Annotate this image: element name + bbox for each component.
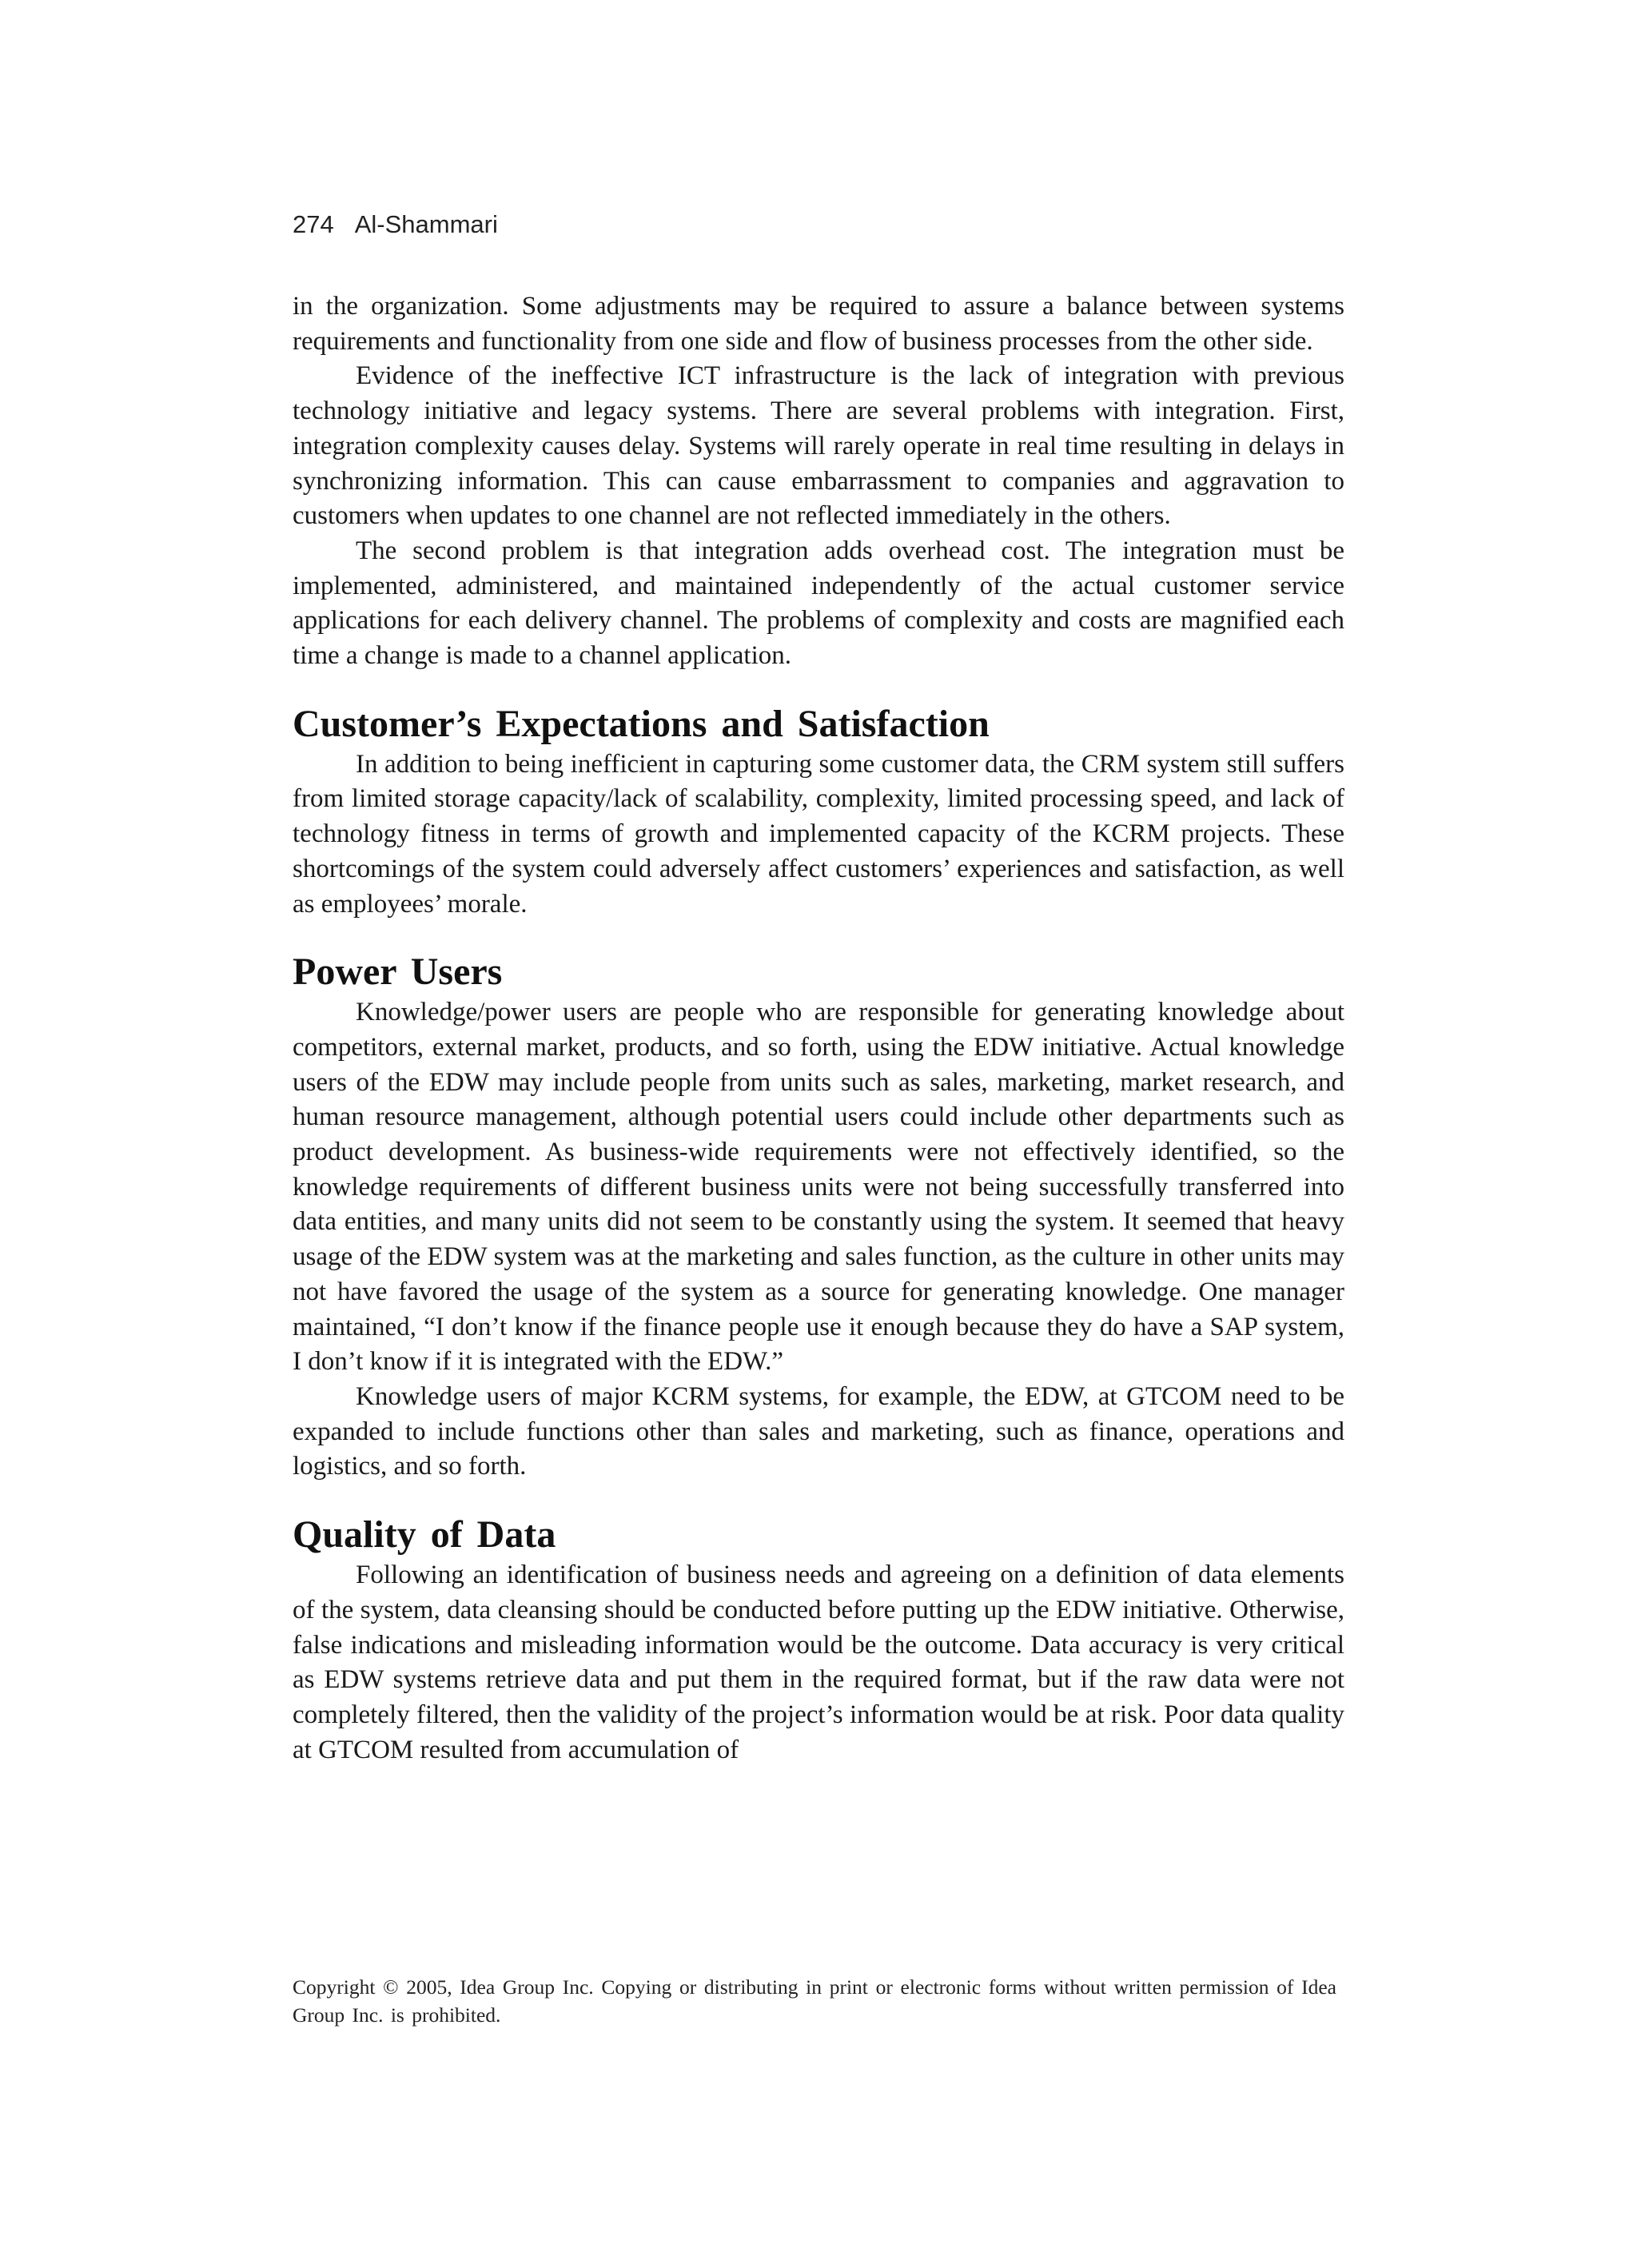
paragraph: Evidence of the ineffective ICT infrastructure is the lack of integration with previous technology initiative and legacy systems. There are several problems with integration. First, integration complexity causes delay. Systems will rarely operate in real time resulting in delays in synchronizing information. This can cause embarrassment to companies and aggravation to customers when updates to one channel are not reflected immediately in the others. [293, 361, 1344, 531]
paragraph: Knowledge/power users are people who are responsible for generating knowledge about competitors, external market, products, and so forth, using the EDW initiative. Actual knowledge users of the EDW may include people from units such as sales, marketing, market research, and human resource management, although potential users could include other departments such as product development. As business-wide requirements were not effectively identified, so the knowledge requirements of different business units were not being successfully transferred into data entities, and many units did not seem to be constantly using the system. It seemed that heavy usage of the EDW system was at the marketing and sales function, as the culture in other units may not have favored the usage of the system as a source for generating knowledge. One manager maintained, “I don’t know if the finance people use it enough because they do have a SAP system, I don’t know if it is integrated with the EDW.” [293, 998, 1344, 1377]
paragraph: Following an identification of business needs and agreeing on a definition of data elements of the system, data cleansing should be conducted before putting up the EDW initiative. Otherwise, false indications and misleading information would be the outcome. Data accuracy is very critical as EDW systems retrieve data and put them in the required format, but if the raw data were not completely filtered, then the validity of the project’s information would be at risk. Poor data quality at GTCOM resulted from accumulation of [293, 1560, 1344, 1764]
paragraph: Knowledge users of major KCRM systems, for example, the EDW, at GTCOM need to be expanded to include functions other than sales and marketing, such as finance, operations and logistics, and so forth. [293, 1381, 1344, 1481]
page-number: 274 [293, 210, 334, 238]
paragraph: In addition to being inefficient in capturing some customer data, the CRM system still suffers from limited storage capacity/lack of scalability, complexity, limited processing speed, and lack of technology fitness in terms of growth and implemented capacity of the KCRM projects. These shortcomings of the system could adversely affect customers’ experiences and satisfaction, as well as employees’ morale. [293, 749, 1344, 919]
running-head-author: Al-Shammari [354, 210, 498, 238]
running-head [293, 210, 498, 239]
copyright-footer: Copyright © 2005, Idea Group Inc. Copying or distributing in print or electronic forms without written permission of Idea Group Inc. is prohibited. [293, 1975, 1336, 2027]
paragraph: The second problem is that integration adds overhead cost. The integration must be implemented, administered, and maintained independently of the actual customer service applications for each delivery channel. The problems of complexity and costs are magnified each time a change is made to a channel application. [293, 536, 1344, 671]
section-heading: Power Users [293, 951, 503, 994]
section-heading: Customer’s Expectations and Satisfaction [293, 702, 990, 745]
paragraph: in the organization. Some adjustments may be required to assure a balance between systems requirements and functionality from one side and flow of business processes from the other side. [293, 292, 1344, 356]
body-text [293, 289, 1344, 1768]
section-heading: Quality of Data [293, 1513, 556, 1557]
